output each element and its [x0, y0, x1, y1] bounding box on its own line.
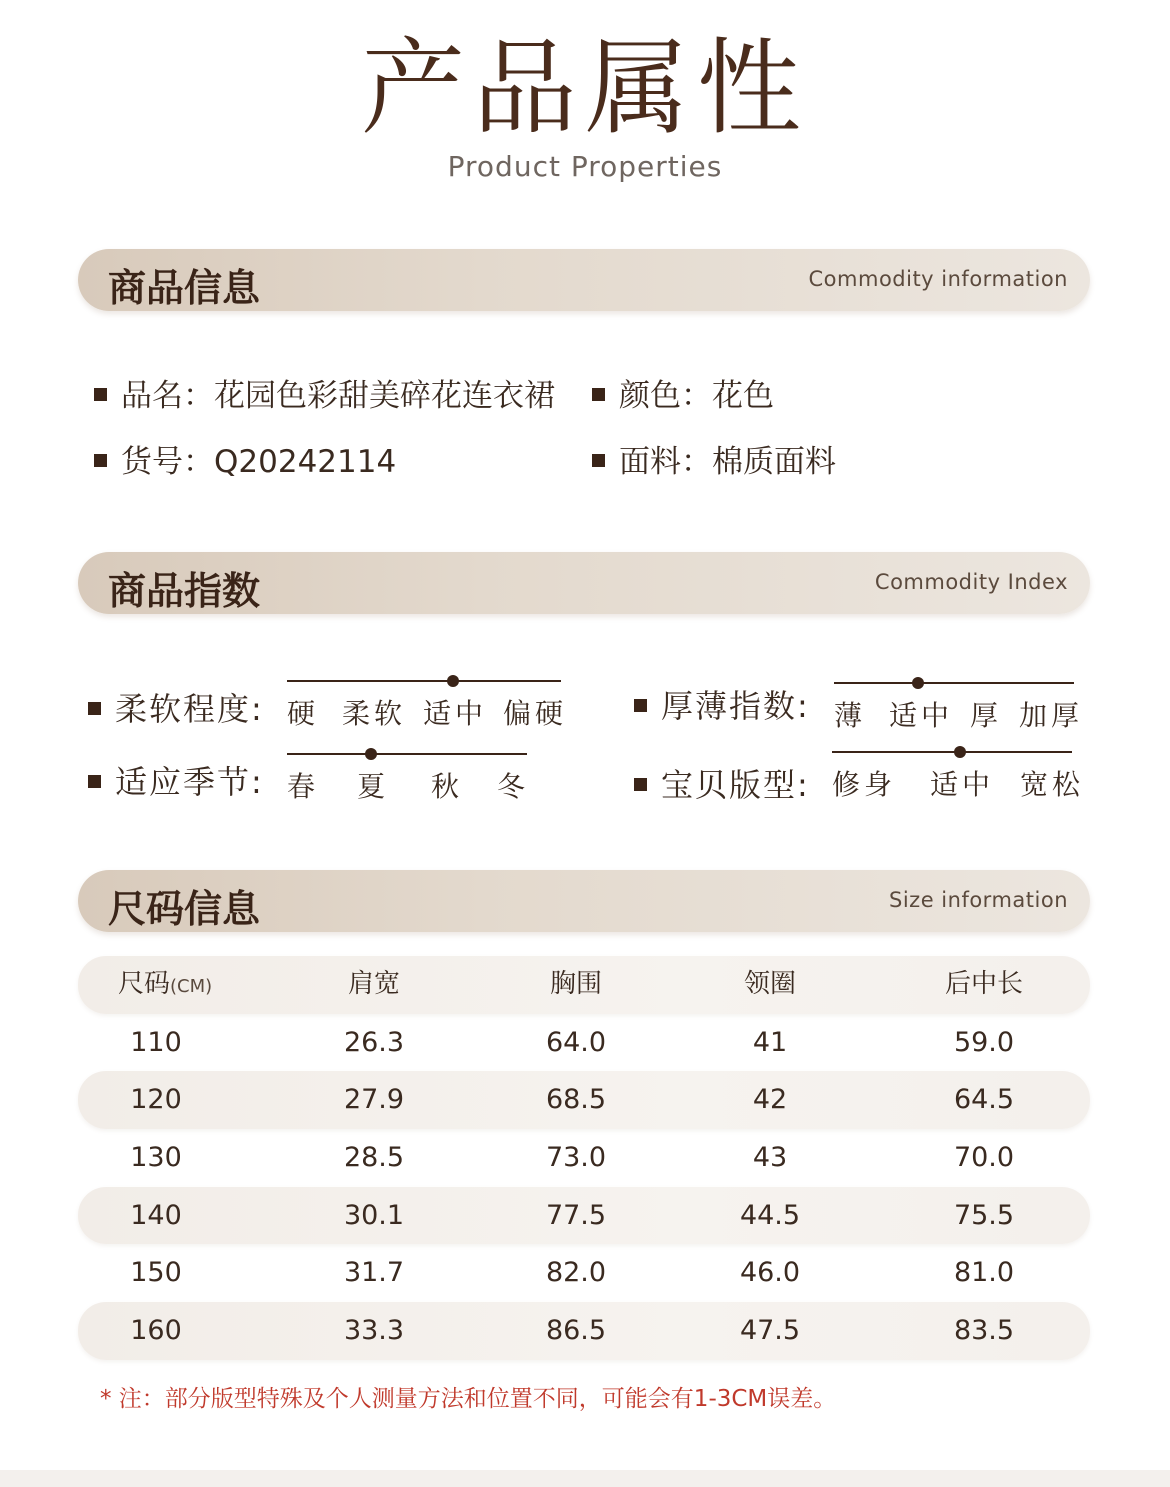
header-neck: 领圈: [743, 969, 796, 999]
thickness-option: 加厚: [1019, 699, 1084, 732]
table-header-row: [78, 956, 1090, 1014]
section-title-index: 商品指数: [108, 569, 261, 613]
table-cell: 70.0: [953, 1142, 1015, 1174]
index-label-thickness: [634, 681, 810, 727]
table-cell: 31.7: [343, 1257, 405, 1289]
thickness-option: 厚: [970, 699, 1003, 732]
season-option: 夏: [357, 770, 390, 803]
fit-scale-line: [832, 751, 1072, 753]
table-cell: 47.5: [739, 1315, 801, 1347]
table-cell: 86.5: [545, 1315, 607, 1347]
thickness-label-text: 厚薄指数:: [661, 687, 810, 725]
footer-divider: [0, 1470, 1170, 1487]
season-option: 秋: [431, 770, 464, 803]
header-chest: 胸围: [549, 969, 602, 999]
table-cell: 27.9: [343, 1084, 405, 1116]
header-back-length: 后中长: [944, 969, 1023, 999]
header-size-unit: (CM): [170, 976, 213, 997]
table-cell: 26.3: [343, 1026, 405, 1058]
size-table: [78, 956, 1090, 1360]
section-title-size: 尺码信息: [108, 887, 261, 931]
page-title: 产品属性: [360, 27, 809, 149]
table-cell: 77.5: [545, 1199, 607, 1231]
header-size-text: 尺码: [118, 969, 171, 999]
table-cell: 43: [752, 1142, 788, 1174]
index-label-season: [88, 757, 264, 803]
table-cell: 44.5: [739, 1199, 801, 1231]
index-label-fit: [634, 760, 810, 806]
softness-option: 柔软: [342, 697, 407, 730]
table-cell: 110: [130, 1026, 182, 1058]
info-item-name: [94, 370, 555, 415]
fit-option: 宽松: [1020, 768, 1085, 801]
softness-option: 硬: [287, 697, 320, 730]
section-title-info: 商品信息: [108, 266, 261, 310]
table-cell: 41: [752, 1026, 788, 1058]
thickness-option: 适中: [889, 699, 954, 732]
table-cell: 30.1: [343, 1199, 405, 1231]
table-row: [78, 1187, 1090, 1245]
table-cell: 140: [130, 1199, 182, 1231]
info-color-text: 颜色：花色: [619, 378, 774, 414]
thickness-scale-line: [834, 682, 1074, 684]
bullet-icon: [94, 454, 107, 467]
season-label-text: 适应季节:: [115, 763, 264, 801]
fit-label-text: 宝贝版型:: [661, 766, 810, 804]
info-sku-text: 货号：Q20242114: [121, 444, 397, 480]
info-item-fabric: [592, 436, 836, 481]
fit-option: 修身: [832, 768, 897, 801]
bullet-icon: [634, 699, 647, 712]
table-cell: 46.0: [739, 1257, 801, 1289]
table-cell: 64.5: [953, 1084, 1015, 1116]
table-cell: 160: [130, 1315, 182, 1347]
info-item-color: [592, 370, 774, 415]
table-cell: 120: [130, 1084, 182, 1116]
info-fabric-text: 面料：棉质面料: [619, 444, 836, 480]
softness-label-text: 柔软程度:: [115, 690, 264, 728]
table-cell: 150: [130, 1257, 182, 1289]
page-subtitle: Product Properties: [447, 150, 723, 183]
section-bar-size: [78, 870, 1090, 932]
table-row: [78, 1129, 1090, 1187]
section-bar-info: [78, 249, 1090, 311]
table-cell: 130: [130, 1142, 182, 1174]
table-cell: 73.0: [545, 1142, 607, 1174]
table-cell: 82.0: [545, 1257, 607, 1289]
softness-option: 偏硬: [503, 697, 568, 730]
season-option: 冬: [497, 770, 530, 803]
section-subtitle-index: Commodity Index: [874, 570, 1068, 594]
section-subtitle-size: Size information: [889, 888, 1068, 912]
bullet-icon: [88, 702, 101, 715]
table-cell: 33.3: [343, 1315, 405, 1347]
header-shoulder: 肩宽: [347, 969, 400, 999]
section-bar-index: [78, 552, 1090, 614]
table-row: [78, 1071, 1090, 1129]
bullet-icon: [88, 775, 101, 788]
bullet-icon: [592, 454, 605, 467]
measurement-note: * 注：部分版型特殊及个人测量方法和位置不同，可能会有1-3CM误差。: [100, 1386, 837, 1412]
table-row: [78, 1244, 1090, 1302]
table-cell: 81.0: [953, 1257, 1015, 1289]
bullet-icon: [634, 778, 647, 791]
table-cell: 59.0: [953, 1026, 1015, 1058]
table-cell: 83.5: [953, 1315, 1015, 1347]
table-body: [78, 1014, 1090, 1360]
info-name-text: 品名：花园色彩甜美碎花连衣裙: [121, 378, 555, 414]
header-size: [118, 956, 278, 1014]
season-option: 春: [287, 770, 320, 803]
table-cell: 68.5: [545, 1084, 607, 1116]
softness-option: 适中: [423, 697, 488, 730]
thickness-scale-marker: [912, 677, 924, 689]
season-scale-marker: [365, 748, 377, 760]
fit-scale-marker: [954, 746, 966, 758]
section-subtitle-info: Commodity information: [808, 267, 1068, 291]
table-row: [78, 1014, 1090, 1072]
table-cell: 42: [752, 1084, 788, 1116]
table-row: [78, 1302, 1090, 1360]
bullet-icon: [94, 388, 107, 401]
thickness-option: 薄: [834, 699, 867, 732]
table-cell: 28.5: [343, 1142, 405, 1174]
season-scale-line: [287, 753, 527, 755]
bullet-icon: [592, 388, 605, 401]
info-item-sku: [94, 436, 396, 481]
index-label-softness: [88, 684, 264, 730]
softness-scale-marker: [447, 675, 459, 687]
softness-scale-line: [287, 680, 561, 682]
table-cell: 75.5: [953, 1199, 1015, 1231]
fit-option: 适中: [930, 768, 995, 801]
table-cell: 64.0: [545, 1026, 607, 1058]
